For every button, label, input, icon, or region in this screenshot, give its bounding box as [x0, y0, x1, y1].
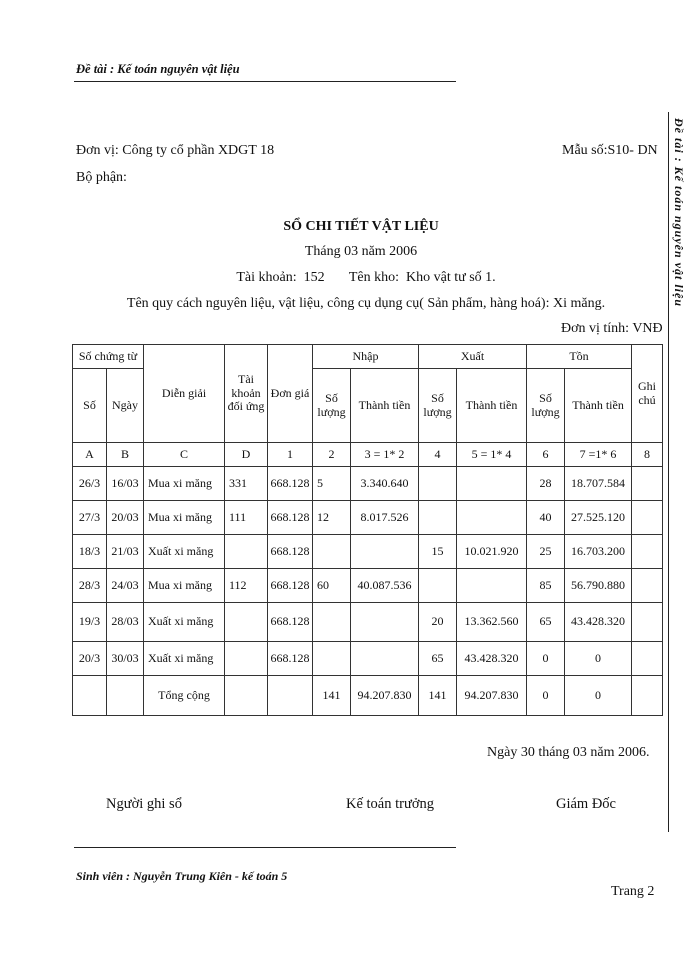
topic-header: Đề tài : Kế toán nguyên vật liệu: [76, 62, 240, 76]
receipt-qty-cell: [313, 603, 351, 642]
balance-qty-header: Số lượng: [527, 369, 565, 443]
total-cell-empty: [268, 676, 313, 716]
voucher-date-cell: 30/03: [107, 642, 144, 676]
ledger-title: SỔ CHI TIẾT VẬT LIỆU: [283, 219, 439, 234]
issue-qty-cell: [419, 467, 457, 501]
table-row: [73, 467, 663, 501]
voucher-no-cell: 18/3: [73, 535, 107, 569]
director-signature-label: Giám Đốc: [556, 796, 616, 812]
side-topic-text: Đề tài : Kế toán nguyên vật liệu: [672, 118, 686, 307]
receipt-qty-cell: 5: [313, 467, 351, 501]
voucher-date-cell: 20/03: [107, 501, 144, 535]
receipt-amount-cell: 8.017.526: [351, 501, 419, 535]
balance-qty-cell: 40: [527, 501, 565, 535]
voucher-no-cell: 26/3: [73, 467, 107, 501]
period-line: Tháng 03 năm 2006: [304, 244, 418, 259]
voucher-date-cell: 21/03: [107, 535, 144, 569]
account-line: Tài khoản: 152 Tên kho: Kho vật tư số 1.: [236, 270, 496, 285]
contra-account-header: Tài khoản đối ứng: [225, 345, 268, 443]
issue-qty-cell: 65: [419, 642, 457, 676]
receipt-header: Nhập: [313, 345, 419, 369]
voucher-date-cell: 24/03: [107, 569, 144, 603]
table-row: [73, 501, 663, 535]
total-cell-empty: [107, 676, 144, 716]
total-issue-amount: 94.207.830: [457, 676, 527, 716]
header-divider: [74, 81, 456, 82]
balance-qty-cell: 65: [527, 603, 565, 642]
description-cell: Xuất xi măng: [144, 642, 225, 676]
voucher-date-cell: 28/03: [107, 603, 144, 642]
voucher-header: Số chứng từ: [73, 345, 144, 369]
unit-price-cell: 668.128: [268, 642, 313, 676]
code-cell: 5 = 1* 4: [457, 443, 527, 467]
code-cell: A: [73, 443, 107, 467]
code-cell: 1: [268, 443, 313, 467]
description-cell: Xuất xi măng: [144, 535, 225, 569]
issue-qty-header: Số lượng: [419, 369, 457, 443]
note-cell: [632, 535, 663, 569]
total-receipt-amount: 94.207.830: [351, 676, 419, 716]
department-line: Bộ phận:: [76, 170, 127, 185]
voucher-no-cell: 20/3: [73, 642, 107, 676]
receipt-qty-header: Số lượng: [313, 369, 351, 443]
description-cell: Mua xi măng: [144, 501, 225, 535]
issue-amount-cell: [457, 569, 527, 603]
balance-header: Tồn: [527, 345, 632, 369]
total-issue-qty: 141: [419, 676, 457, 716]
company-line: Đơn vị: Công ty cổ phần XDGT 18: [76, 143, 275, 158]
balance-amount-cell: 18.707.584: [565, 467, 632, 501]
contra-account-cell: 111: [225, 501, 268, 535]
code-cell: 7 =1* 6: [565, 443, 632, 467]
total-row: [73, 676, 663, 716]
receipt-qty-cell: 60: [313, 569, 351, 603]
receipt-amount-header: Thành tiền: [351, 369, 419, 443]
receipt-amount-cell: [351, 603, 419, 642]
balance-qty-cell: 25: [527, 535, 565, 569]
code-cell: 3 = 1* 2: [351, 443, 419, 467]
unit-price-cell: 668.128: [268, 569, 313, 603]
voucher-no-cell: 19/3: [73, 603, 107, 642]
page-number: Trang 2: [611, 884, 655, 899]
total-cell-empty: [73, 676, 107, 716]
column-codes-row: [73, 443, 663, 467]
footer-divider: [74, 847, 456, 848]
total-label: Tổng cộng: [144, 676, 225, 716]
total-cell-empty: [632, 676, 663, 716]
issue-amount-cell: [457, 501, 527, 535]
note-cell: [632, 501, 663, 535]
receipt-qty-cell: [313, 642, 351, 676]
issue-qty-cell: 15: [419, 535, 457, 569]
note-cell: [632, 467, 663, 501]
receipt-qty-cell: 12: [313, 501, 351, 535]
spec-line: Tên quy cách nguyên liệu, vật liệu, công cụ dụng cụ( Sản phẩm, hàng hoá): Xi măng.: [126, 296, 606, 311]
unit-price-cell: 668.128: [268, 535, 313, 569]
unit-price-header: Đơn giá: [268, 345, 313, 443]
table-row: [73, 569, 663, 603]
receipt-amount-cell: [351, 642, 419, 676]
balance-amount-cell: 43.428.320: [565, 603, 632, 642]
table-row: [73, 603, 663, 642]
voucher-date-header: Ngày: [107, 369, 144, 443]
total-cell-empty: [225, 676, 268, 716]
ledger-date: Ngày 30 tháng 03 năm 2006.: [487, 745, 650, 760]
receipt-amount-cell: 40.087.536: [351, 569, 419, 603]
voucher-no-cell: 28/3: [73, 569, 107, 603]
currency-unit: Đơn vị tính: VNĐ: [561, 321, 663, 336]
total-receipt-qty: 141: [313, 676, 351, 716]
balance-amount-cell: 16.703.200: [565, 535, 632, 569]
issue-header: Xuất: [419, 345, 527, 369]
chief-accountant-signature-label: Kế toán trưởng: [346, 796, 435, 812]
code-cell: 2: [313, 443, 351, 467]
receipt-qty-cell: [313, 535, 351, 569]
ledger-rows: [73, 467, 663, 676]
code-cell: 4: [419, 443, 457, 467]
unit-price-cell: 668.128: [268, 603, 313, 642]
unit-price-cell: 668.128: [268, 467, 313, 501]
contra-account-cell: [225, 535, 268, 569]
balance-qty-cell: 0: [527, 642, 565, 676]
table-row: [73, 535, 663, 569]
note-cell: [632, 603, 663, 642]
voucher-no-cell: 27/3: [73, 501, 107, 535]
issue-amount-cell: 43.428.320: [457, 642, 527, 676]
description-cell: Mua xi măng: [144, 467, 225, 501]
voucher-no-header: Số: [73, 369, 107, 443]
issue-amount-cell: 13.362.560: [457, 603, 527, 642]
description-cell: Mua xi măng: [144, 569, 225, 603]
receipt-amount-cell: [351, 535, 419, 569]
contra-account-cell: [225, 603, 268, 642]
balance-amount-cell: 56.790.880: [565, 569, 632, 603]
note-header: Ghi chú: [632, 345, 663, 443]
issue-amount-cell: 10.021.920: [457, 535, 527, 569]
balance-amount-header: Thành tiền: [565, 369, 632, 443]
recorder-signature-label: Người ghi sổ: [106, 796, 182, 812]
note-cell: [632, 642, 663, 676]
issue-qty-cell: 20: [419, 603, 457, 642]
total-balance-amount: 0: [565, 676, 632, 716]
table-row: [73, 642, 663, 676]
contra-account-cell: [225, 642, 268, 676]
student-credit: Sinh viên : Nguyễn Trung Kiên - kế toán 5: [76, 869, 288, 883]
balance-amount-cell: 27.525.120: [565, 501, 632, 535]
contra-account-cell: 112: [225, 569, 268, 603]
issue-qty-cell: [419, 569, 457, 603]
balance-qty-cell: 85: [527, 569, 565, 603]
form-number: Mẫu số:S10- DN: [562, 143, 658, 158]
issue-amount-header: Thành tiền: [457, 369, 527, 443]
issue-qty-cell: [419, 501, 457, 535]
material-ledger-table: [72, 344, 663, 716]
code-cell: 6: [527, 443, 565, 467]
note-cell: [632, 569, 663, 603]
code-cell: 8: [632, 443, 663, 467]
balance-qty-cell: 28: [527, 467, 565, 501]
balance-amount-cell: 0: [565, 642, 632, 676]
issue-amount-cell: [457, 467, 527, 501]
unit-price-cell: 668.128: [268, 501, 313, 535]
code-cell: D: [225, 443, 268, 467]
description-cell: Xuất xi măng: [144, 603, 225, 642]
code-cell: B: [107, 443, 144, 467]
receipt-amount-cell: 3.340.640: [351, 467, 419, 501]
code-cell: C: [144, 443, 225, 467]
contra-account-cell: 331: [225, 467, 268, 501]
total-balance-qty: 0: [527, 676, 565, 716]
voucher-date-cell: 16/03: [107, 467, 144, 501]
description-header: Diễn giải: [144, 345, 225, 443]
